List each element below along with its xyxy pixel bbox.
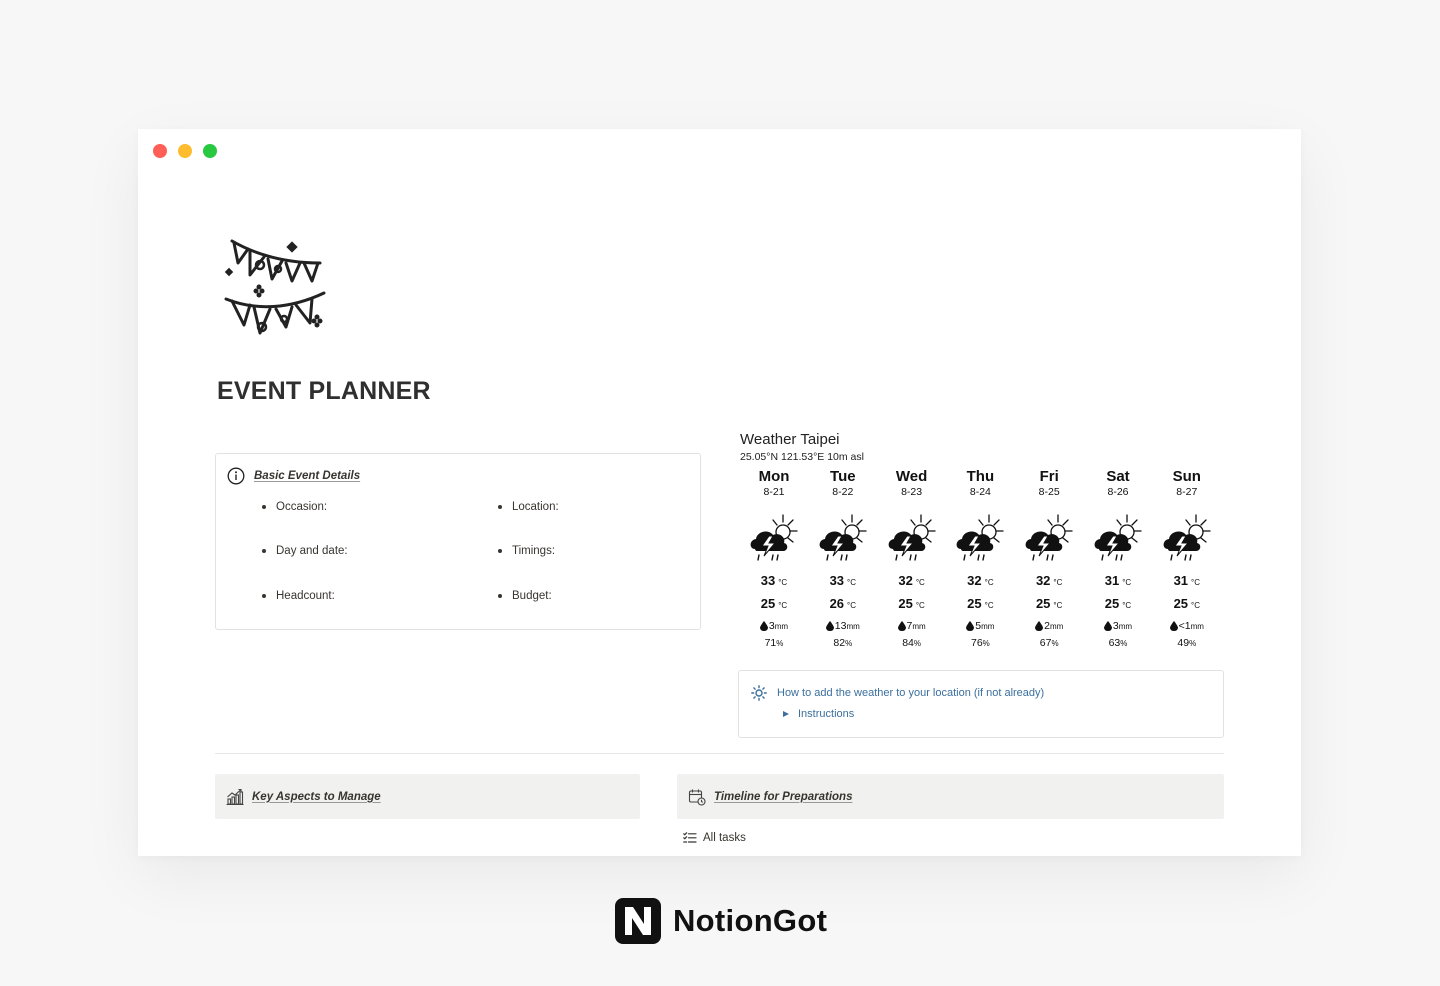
day-date: 8-26 — [1107, 486, 1129, 498]
temp-max: 31 °C — [1173, 573, 1201, 588]
weather-day-mon — [744, 469, 804, 651]
all-tasks-label[interactable]: All tasks — [703, 832, 746, 844]
thunderstorm-sun-icon — [816, 511, 870, 565]
basic-event-details-link[interactable]: Basic Event Details — [254, 470, 361, 482]
day-name: Wed — [895, 468, 928, 485]
temp-min: 25 °C — [967, 596, 994, 611]
precipitation: <1 mm — [1157, 619, 1217, 633]
thunderstorm-sun-icon — [885, 511, 939, 565]
day-date-field[interactable]: Day and date: — [262, 545, 348, 557]
temp-max: 31 °C — [1104, 573, 1132, 588]
temp-min: 25 °C — [898, 596, 925, 611]
zoom-window-button[interactable] — [203, 144, 217, 158]
thunderstorm-sun-icon — [953, 511, 1007, 565]
instructions-label[interactable]: Instructions — [798, 708, 855, 720]
day-name: Sun — [1172, 468, 1201, 485]
humidity: 76% — [970, 637, 990, 649]
notiongot-logo-icon — [615, 898, 661, 944]
raindrop-icon — [966, 621, 974, 631]
raindrop-icon — [826, 621, 834, 631]
humidity: 63% — [1108, 637, 1128, 649]
temp-min: 25 °C — [1173, 596, 1201, 611]
precipitation: 3 mm — [1088, 619, 1148, 633]
precipitation: 13 mm — [813, 619, 873, 633]
thunderstorm-sun-icon — [1091, 511, 1145, 565]
headcount-field[interactable]: Headcount: — [262, 590, 335, 602]
raindrop-icon — [1035, 621, 1043, 631]
notiongot-brand — [615, 898, 827, 944]
temp-max: 32 °C — [967, 573, 994, 588]
humidity: 82% — [833, 637, 853, 649]
thunderstorm-sun-icon — [747, 511, 801, 565]
temp-min: 26 °C — [829, 596, 857, 611]
day-name: Thu — [966, 468, 995, 485]
temp-min: 25 °C — [1035, 596, 1063, 611]
weather-day-thu — [950, 469, 1010, 651]
timeline-block[interactable] — [677, 774, 1224, 819]
brand-name: NotionGot — [673, 903, 828, 938]
calendar-clock-icon — [688, 788, 706, 806]
weather-day-sun — [1157, 469, 1217, 651]
weather-day-tue — [813, 469, 873, 651]
minimize-window-button[interactable] — [178, 144, 192, 158]
callout-text: How to add the weather to your location (if not already) — [777, 687, 1045, 699]
weather-day-fri — [1019, 469, 1079, 651]
toggle-triangle-icon[interactable] — [783, 711, 789, 717]
day-date: 8-24 — [969, 486, 991, 498]
precipitation: 7 mm — [882, 619, 942, 633]
close-window-button[interactable] — [153, 144, 167, 158]
bunting-flags-icon[interactable] — [220, 235, 330, 341]
humidity: 84% — [902, 637, 921, 649]
weather-day-wed — [882, 469, 942, 651]
weather-coords: 25.05°N 121.53°E 10m asl — [740, 451, 864, 463]
details-heading — [227, 467, 360, 485]
day-date: 8-21 — [763, 486, 785, 498]
key-aspects-block[interactable] — [215, 774, 640, 819]
bar-chart-icon — [226, 788, 244, 806]
weather-day-sat — [1088, 469, 1148, 651]
raindrop-icon — [1170, 621, 1178, 631]
humidity: 67% — [1039, 637, 1059, 649]
app-window — [138, 129, 1301, 856]
thunderstorm-sun-icon — [1160, 511, 1214, 565]
location-field[interactable]: Location: — [498, 501, 559, 513]
day-date: 8-25 — [1038, 486, 1060, 498]
page-title: EVENT PLANNER — [217, 377, 431, 405]
budget-field[interactable]: Budget: — [498, 590, 552, 602]
key-aspects-link[interactable]: Key Aspects to Manage — [252, 790, 381, 803]
divider — [215, 753, 1224, 754]
temp-max: 32 °C — [898, 573, 925, 588]
day-date: 8-23 — [901, 486, 923, 498]
timings-field[interactable]: Timings: — [498, 545, 555, 557]
weather-instructions-callout — [738, 670, 1224, 738]
temp-max: 33 °C — [829, 573, 857, 588]
precipitation: 3 mm — [744, 619, 804, 633]
humidity: 49% — [1177, 637, 1197, 649]
thunderstorm-sun-icon — [1022, 511, 1076, 565]
temp-min: 25 °C — [760, 596, 788, 611]
day-date: 8-22 — [832, 486, 854, 498]
weather-title: Weather Taipei — [740, 431, 840, 448]
window-controls — [153, 144, 217, 158]
humidity: 71% — [764, 637, 784, 649]
basic-event-details-card — [215, 453, 701, 630]
day-name: Sat — [1106, 468, 1130, 485]
info-icon — [227, 467, 245, 485]
temp-max: 33 °C — [760, 573, 788, 588]
checklist-icon — [683, 832, 697, 844]
raindrop-icon — [760, 621, 768, 631]
temp-max: 32 °C — [1035, 573, 1063, 588]
temp-min: 25 °C — [1104, 596, 1132, 611]
day-name: Mon — [758, 468, 790, 485]
precipitation: 2 mm — [1019, 619, 1079, 633]
occasion-field[interactable]: Occasion: — [262, 501, 327, 513]
day-name: Fri — [1039, 468, 1059, 485]
instructions-toggle[interactable] — [783, 708, 854, 720]
raindrop-icon — [1104, 621, 1112, 631]
all-tasks-view-tab[interactable] — [683, 832, 746, 844]
day-date: 8-27 — [1176, 486, 1198, 498]
sun-icon — [751, 685, 767, 701]
timeline-link[interactable]: Timeline for Preparations — [714, 790, 853, 803]
day-name: Tue — [830, 468, 856, 485]
precipitation: 5 mm — [950, 619, 1010, 633]
raindrop-icon — [898, 621, 906, 631]
